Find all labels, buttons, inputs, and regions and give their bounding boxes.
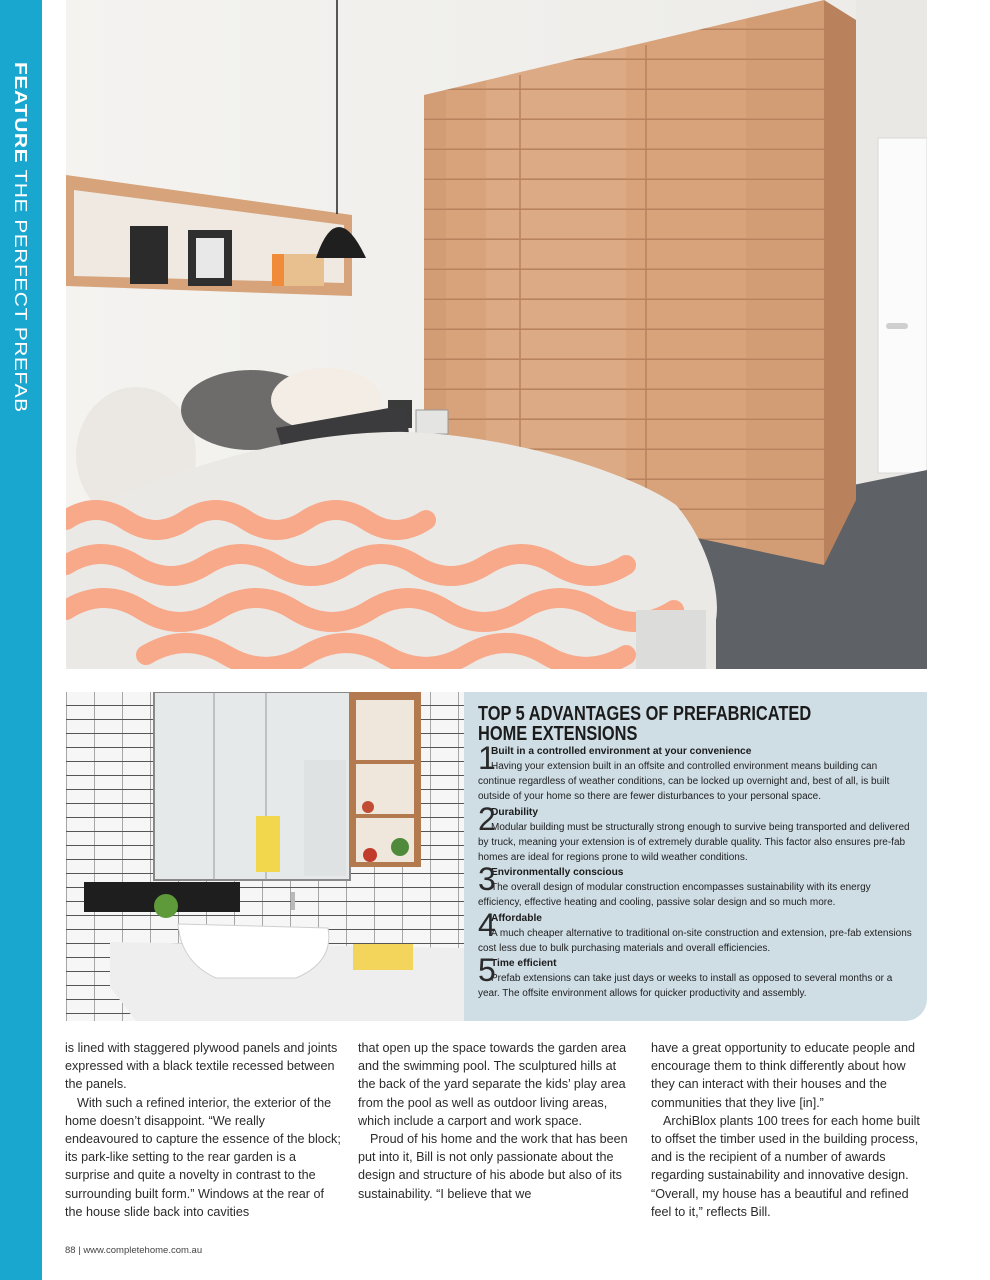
article-paragraph: is lined with staggered plywood panels and joints expressed with a black textile recessed between the panels.: [65, 1041, 338, 1092]
panel-title-line2: HOME EXTENSIONS: [478, 723, 638, 745]
advantage-body: Prefab extensions can take just days or weeks to install as opposed to several months or a year. The offsite environment allows for quicker productivity and assembly.: [478, 973, 893, 1000]
advantage-heading: Built in a controlled environment at your convenience: [491, 746, 752, 757]
advantage-number: 3: [478, 861, 496, 898]
advantage-body: A much cheaper alternative to traditional on-site construction and extension, pre-fab extensions cost less due to bulk purchasing materials and overall efficiencies.: [478, 927, 912, 954]
article-column-3: [651, 1039, 927, 1221]
advantage-heading: Environmentally conscious: [491, 867, 624, 879]
advantage-item: [478, 861, 913, 910]
article-paragraph: have a great opportunity to educate people and encourage them to think differently about how they can interact with their houses and the communities that they live [in].”: [651, 1041, 915, 1110]
article-paragraph: Proud of his home and the work that has been put into it, Bill is not only passionate about the design and structure of his abode but also of its sustainability. “I believe that we: [358, 1132, 628, 1201]
advantage-heading: Time efficient: [491, 958, 557, 970]
advantage-number: 1: [478, 740, 496, 776]
advantage-body: Having your extension built in an offsite and controlled environment means building can continue regardless of weather conditions, can be locked up overnight and, best of all, is built outside of your home so there are fewer disturbances to your personal space.: [478, 761, 890, 803]
section-label: [10, 62, 30, 413]
section-label-light: THE PERFECT PREFAB: [10, 169, 31, 413]
side-strip: [0, 0, 42, 1280]
bedroom-illustration: [66, 0, 927, 669]
advantages-panel: [464, 692, 927, 1021]
advantage-item: [478, 906, 913, 956]
bathroom-illustration: [66, 692, 464, 1021]
bedroom-photo: [66, 0, 927, 669]
article-paragraph: ArchiBlox plants 100 trees for each home built to offset the timber used in the building process, and is the recipient of a number of awards regarding sustainability and innovative design. “Overall, my house has a beautiful and refined feel to it,” reflects Bill.: [651, 1113, 920, 1219]
advantage-item: [478, 740, 913, 805]
advantage-body: The overall design of modular construction encompasses sustainability with its energy efficiency, effective heating and cooling, passive solar design and so much more.: [478, 882, 871, 909]
advantage-number: 2: [478, 800, 496, 837]
panel-title-line1: TOP 5 ADVANTAGES OF PREFABRICATED: [478, 703, 812, 725]
article-column-1: [65, 1039, 341, 1221]
panel-title: [478, 704, 906, 744]
section-label-bold: FEATURE: [10, 62, 31, 164]
advantage-heading: Durability: [491, 806, 538, 818]
advantage-body: Modular building must be structurally strong enough to survive being transported and delivered by truck, meaning your extension is of extremely durable quality. This factor also ensures pre-fab homes are ideal for regions prone to wild weather conditions.: [478, 821, 910, 864]
advantage-heading: Affordable: [491, 912, 542, 924]
advantage-item: [478, 952, 913, 1001]
page-footer: 88 | www.completehome.com.au: [65, 1245, 203, 1256]
advantage-number: 5: [478, 952, 496, 989]
advantage-item: [478, 800, 913, 866]
article-column-2: [358, 1039, 634, 1203]
advantage-number: 4: [478, 906, 496, 943]
bathroom-photo: [66, 692, 464, 1021]
article-paragraph: With such a refined interior, the exterior of the home doesn’t disappoint. “We really endeavoured to capture the essence of the block; its park-like setting to the rear garden is a surprise and quite a novelty in contrast to the surrounding built form.” Windows at the rear of the house slide back into cavities: [65, 1095, 341, 1219]
article-paragraph: that open up the space towards the garden area and the swimming pool. The sculptured hills at the back of the yard separate the kids’ play area from the pool as well as outdoor living areas, which include a carport and work space.: [358, 1041, 627, 1128]
